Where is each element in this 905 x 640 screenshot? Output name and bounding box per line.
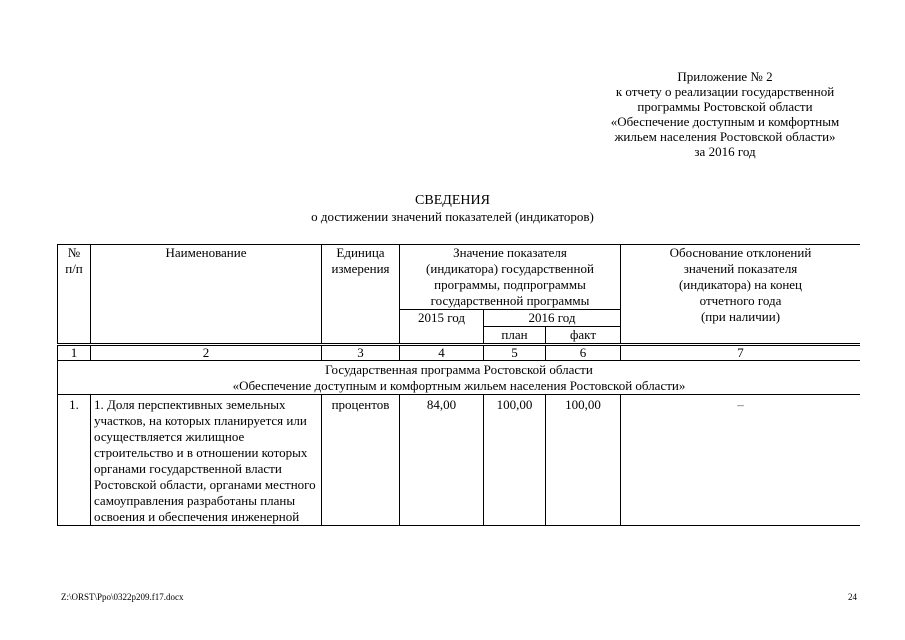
header-name: Наименование (91, 245, 322, 345)
column-numbers-row (58, 345, 861, 361)
appendix-line: за 2016 год (694, 144, 756, 159)
appendix-caption (570, 69, 880, 159)
row-plan: 100,00 (484, 395, 546, 526)
title-main: СВЕДЕНИЯ (415, 193, 490, 208)
row-unit: процентов (322, 395, 400, 526)
column-number: 5 (484, 345, 546, 361)
section-line-1: Государственная программа Ростовской области (325, 362, 593, 377)
column-number: 6 (546, 345, 621, 361)
header-plan: план (484, 327, 546, 345)
section-title (58, 361, 861, 395)
column-number: 7 (621, 345, 861, 361)
title-sub: о достижении значений показателей (индикаторов) (311, 209, 594, 224)
section-line-2: «Обеспечение доступным и комфортным жильем населения Ростовской области» (232, 378, 686, 393)
row-fact: 100,00 (546, 395, 621, 526)
row-name: 1. Доля перспективных земельных участков, на которых планируется или осуществляется жилищное строительство и в отношении которых органами государственной власти Ростовской области, органами местного самоуправления разработаны планы освоения и обеспечения инженерной (91, 395, 322, 526)
header-reason: Обоснование отклонений значений показателя (индикатора) на конец отчетного года (при наличии) (621, 245, 861, 345)
column-number: 3 (322, 345, 400, 361)
column-number: 2 (91, 345, 322, 361)
row-value-2015: 84,00 (400, 395, 484, 526)
row-num: 1. (58, 395, 91, 526)
indicators-table-wrap (57, 244, 860, 579)
footer-page-number: 24 (848, 592, 857, 602)
column-number: 4 (400, 345, 484, 361)
header-year-2016: 2016 год (484, 310, 621, 327)
row-reason: – (621, 395, 861, 526)
section-row (58, 361, 861, 395)
appendix-line: жильем населения Ростовской области» (614, 129, 836, 144)
appendix-line: «Обеспечение доступным и комфортным (610, 114, 840, 129)
appendix-line: Приложение № 2 (677, 69, 773, 84)
indicators-table (57, 244, 860, 526)
document-title (0, 193, 905, 225)
appendix-line: программы Ростовской области (637, 99, 813, 114)
table-row (58, 395, 861, 526)
appendix-line: к отчету о реализации государственной (615, 84, 835, 99)
header-value: Значение показателя (индикатора) государственной программы, подпрограммы государственной программы (400, 245, 621, 310)
header-year-2015: 2015 год (400, 310, 484, 345)
header-fact: факт (546, 327, 621, 345)
header-num: № п/п (58, 245, 91, 345)
header-unit: Единица измерения (322, 245, 400, 345)
footer-file-path: Z:\ORST\Ppo\0322p209.f17.docx (61, 592, 184, 602)
column-number: 1 (58, 345, 91, 361)
